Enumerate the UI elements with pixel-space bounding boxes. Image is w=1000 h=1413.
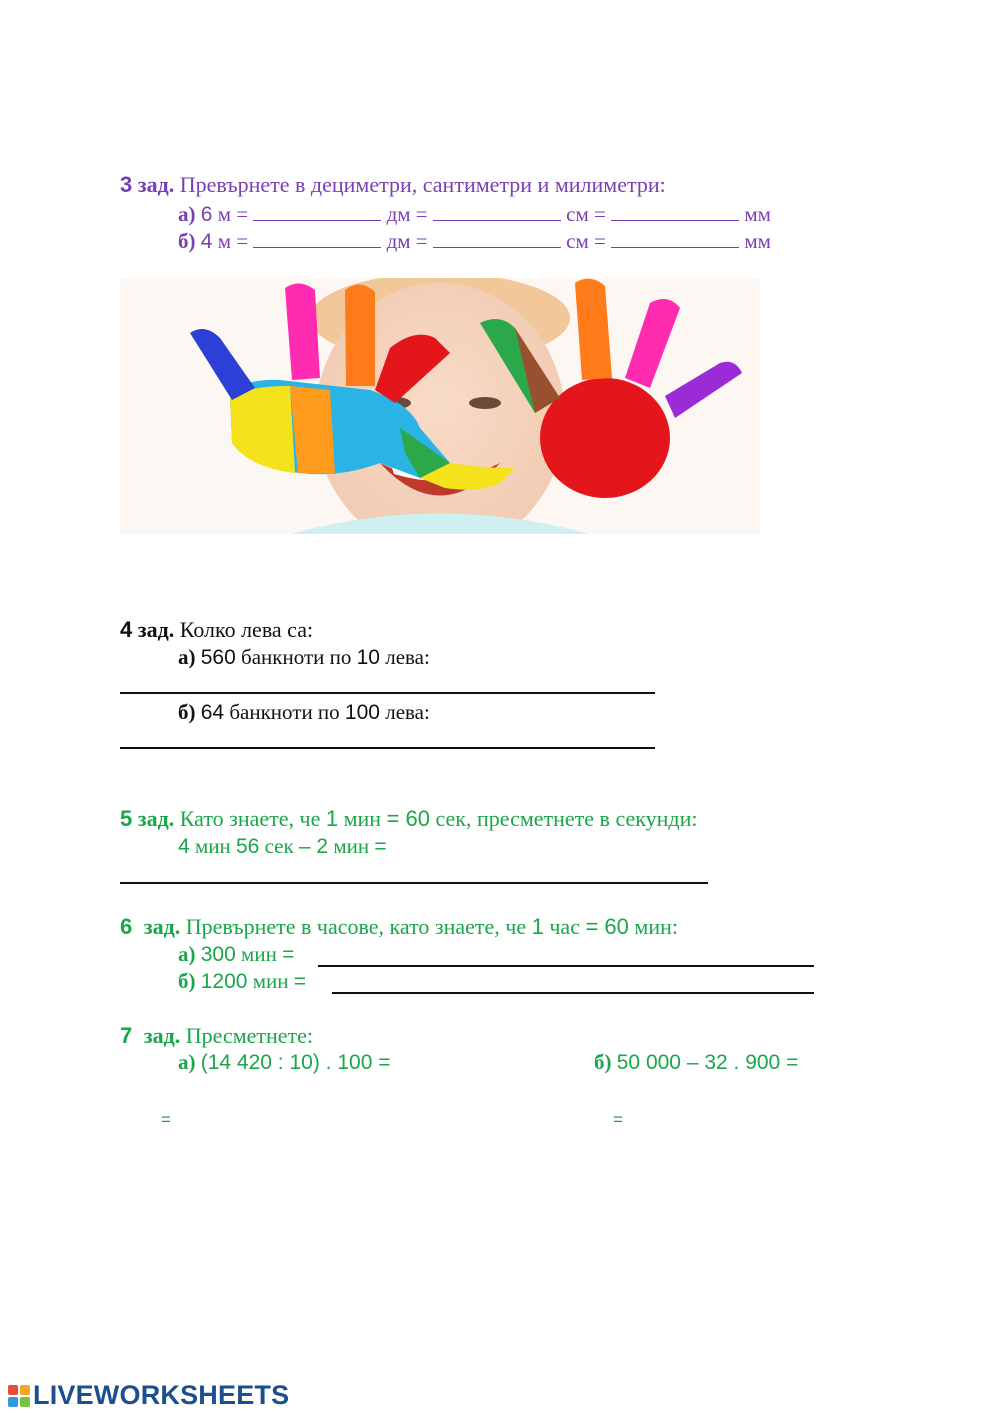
- task6-number: 6: [120, 914, 133, 939]
- row-letter: б): [178, 229, 196, 253]
- task4-number: 4: [120, 617, 133, 642]
- row-value: 4: [200, 230, 213, 253]
- item-unit: мин: [241, 942, 277, 966]
- task4-item-b: [178, 700, 430, 725]
- task5-num-2: = 60: [386, 806, 430, 831]
- item-expression: (14 420 : 10) . 100 =: [200, 1051, 391, 1074]
- logo-square: [20, 1397, 30, 1407]
- task6-item-b: [178, 969, 306, 994]
- item-expression: 50 000 – 32 . 900 =: [616, 1051, 799, 1074]
- task7-number: 7: [120, 1023, 133, 1048]
- item-eq: =: [293, 970, 306, 993]
- expr-part: сек: [264, 834, 294, 858]
- logo-square: [8, 1385, 18, 1395]
- task7-answer-eq-b[interactable]: =: [613, 1110, 623, 1129]
- painted-hands-icon: [120, 278, 760, 534]
- item-letter: а): [178, 1050, 196, 1074]
- painted-hands-photo: [120, 278, 760, 534]
- task6-item-a: [178, 942, 294, 967]
- item-text: банкноти по: [229, 700, 340, 724]
- task5-label: зад.: [137, 806, 175, 831]
- task4-label: зад.: [137, 617, 175, 642]
- task6-text-2: час: [549, 914, 580, 939]
- task6-label: зад.: [143, 914, 181, 939]
- item-letter: б): [594, 1050, 612, 1074]
- item-number-2: 100: [344, 701, 380, 724]
- item-unit: мин: [252, 969, 289, 993]
- unit-m: м =: [217, 229, 249, 253]
- task3-prompt: Превърнете в дециметри, сантиметри и милиметри:: [179, 172, 666, 197]
- logo-square: [8, 1397, 18, 1407]
- answer-line-task6-a[interactable]: [318, 965, 814, 967]
- item-eq: =: [282, 943, 295, 966]
- task6-text-3: мин:: [634, 914, 678, 939]
- task7-item-a: [178, 1050, 390, 1075]
- task5-number: 5: [120, 806, 133, 831]
- unit-dm: дм =: [386, 202, 428, 226]
- logo-square: [20, 1385, 30, 1395]
- answer-blank-mm[interactable]: [611, 229, 739, 248]
- liveworksheets-logo[interactable]: [8, 1380, 289, 1411]
- item-letter: а): [178, 942, 196, 966]
- item-text-2: лева:: [385, 700, 430, 724]
- item-number: 64: [200, 701, 225, 724]
- task6-text-1: Превърнете в часове, като знаете, че: [185, 914, 527, 939]
- task3-row-a: [178, 202, 771, 227]
- task5-heading: [120, 806, 697, 832]
- expr-part: мин: [194, 834, 231, 858]
- item-text: банкноти по: [241, 645, 352, 669]
- expr-part: 56: [235, 835, 260, 858]
- logo-mark-icon: [8, 1385, 30, 1407]
- answer-blank-cm[interactable]: [433, 202, 561, 221]
- item-letter: а): [178, 645, 196, 669]
- answer-line-task4-a[interactable]: [120, 692, 655, 694]
- unit-mm: мм: [744, 202, 771, 226]
- item-number: 1200: [200, 970, 248, 993]
- task7-label: зад.: [143, 1023, 181, 1048]
- row-letter: а): [178, 202, 196, 226]
- answer-blank-dm[interactable]: [253, 202, 381, 221]
- expr-part: – 2: [298, 835, 329, 858]
- answer-line-task5[interactable]: [120, 882, 708, 884]
- expr-part: мин: [333, 834, 370, 858]
- task4-item-a: [178, 645, 430, 670]
- task7-prompt: Пресметнете:: [185, 1023, 314, 1048]
- task5-expression: [178, 834, 387, 859]
- expr-part: =: [374, 835, 387, 858]
- unit-cm: см =: [566, 202, 606, 226]
- answer-blank-mm[interactable]: [611, 202, 739, 221]
- item-number: 300: [200, 943, 236, 966]
- task7-answer-eq-a[interactable]: =: [161, 1110, 171, 1129]
- item-letter: б): [178, 969, 196, 993]
- item-number: 560: [200, 646, 236, 669]
- task3-number: 3: [120, 172, 133, 197]
- task4-prompt: Колко лева са:: [179, 617, 314, 642]
- answer-blank-dm[interactable]: [253, 229, 381, 248]
- unit-m: м =: [217, 202, 249, 226]
- task6-num-1: 1: [531, 914, 544, 939]
- task5-text-1: Като знаете, че: [179, 806, 321, 831]
- task3-heading: [120, 172, 666, 198]
- logo-text: LIVEWORKSHEETS: [33, 1380, 290, 1410]
- task5-text-2: мин: [343, 806, 382, 831]
- task5-text-3: сек, пресметнете в секунди:: [435, 806, 698, 831]
- item-number-2: 10: [356, 646, 380, 669]
- expr-part: 4: [178, 835, 190, 858]
- unit-mm: мм: [744, 229, 771, 253]
- task6-heading: [120, 914, 678, 940]
- task5-num-1: 1: [325, 806, 339, 831]
- answer-line-task6-b[interactable]: [332, 992, 814, 994]
- task3-row-b: [178, 229, 771, 254]
- task7-item-b: [594, 1050, 798, 1075]
- task6-num-2: = 60: [585, 914, 629, 939]
- unit-cm: см =: [566, 229, 606, 253]
- row-value: 6: [200, 203, 213, 226]
- task7-heading: [120, 1023, 313, 1049]
- item-text-2: лева:: [385, 645, 430, 669]
- answer-blank-cm[interactable]: [433, 229, 561, 248]
- task3-label: зад.: [137, 172, 175, 197]
- unit-dm: дм =: [386, 229, 428, 253]
- item-letter: б): [178, 700, 196, 724]
- task4-heading: [120, 617, 313, 643]
- answer-line-task4-b[interactable]: [120, 747, 655, 749]
